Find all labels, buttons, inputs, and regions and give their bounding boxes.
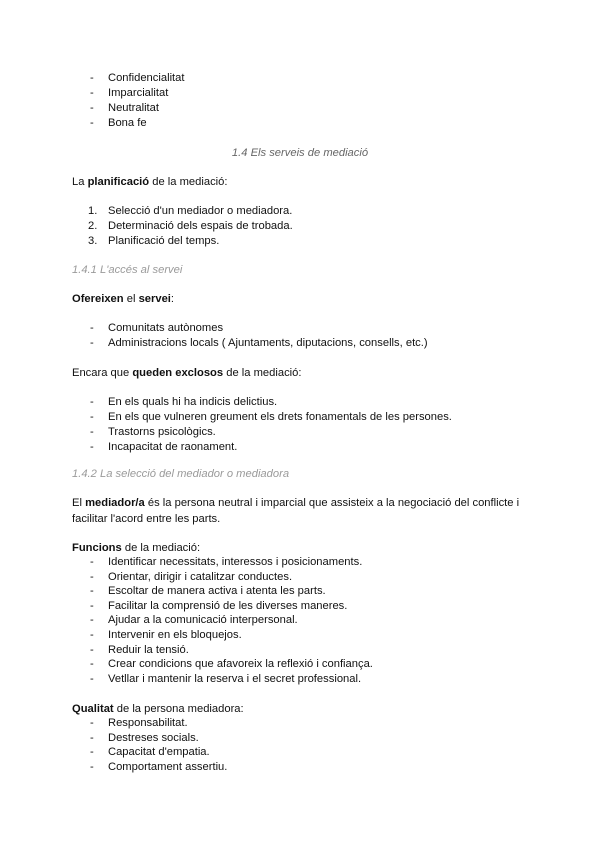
ofereixen-intro: Ofereixen el servei: (72, 293, 175, 305)
mediador-paragraph-line-1: El mediador/a és la persona neutral i imparcial que assisteix a la negociació del conflicte i (72, 497, 520, 509)
section-heading-1-4-2: 1.4.2 La selecció del mediador o mediadora (72, 468, 290, 480)
document-page: - Confidencialitat - Imparcialitat - Neutralitat - Bona fe 1.4 Els serveis de mediació La planificació de la mediació: 1. Selecció d'un mediador o mediadora. 2. Determinació dels espais de trobada. 3. Planificació del temps. 1.4.1 L'accés al servei Ofereixen el servei: - Comunitats autònomes - Administracions locals ( Ajuntaments, diputacions, consells, etc.) Encara que queden exclosos de la mediació: - En els quals hi ha indicis delictius. - En els que vulneren greument els drets fonamentals de les persones. - Trastorns psicològics. - Incapacitat de raonament. 1.4.2 La selecció del mediador o mediadora El mediador/a és la persona neutral i imparcial que assisteix a la negociació del conflicte i facilitar l'acord entre les parts. Funcions de la mediació: - Identificar necessitats, interessos i posicionaments. - Orientar, dirigir i catalitzar conductes. - Escoltar de manera activa i atenta les parts. - Facilitar la comprensió de les diverses maneres. - Ajudar a la comunicació interpersonal. - Intervenir en els bloquejos. - Reduir la tensió. - Crear condicions que afavoreix la reflexió i confiança. - Vetllar i mantenir la reserva i el secret professional. Qualitat de la persona mediadora: - Responsabilitat. - Destreses socials. - Capacitat d'empatia. - Comportament assertiu. (0, 0, 600, 848)
qualitat-intro: Qualitat de la persona mediadora: (72, 703, 244, 715)
exclosos-intro: Encara que queden exclosos de la mediació: (72, 367, 302, 379)
funcions-intro: Funcions de la mediació: (72, 542, 201, 554)
planificacio-intro: La planificació de la mediació: (72, 176, 228, 188)
section-heading-1-4-1: 1.4.1 L'accés al servei (72, 264, 183, 276)
section-heading-1-4: 1.4 Els serveis de mediació (231, 147, 369, 159)
mediador-paragraph-line-2: facilitar l'acord entre les parts. (72, 513, 221, 525)
